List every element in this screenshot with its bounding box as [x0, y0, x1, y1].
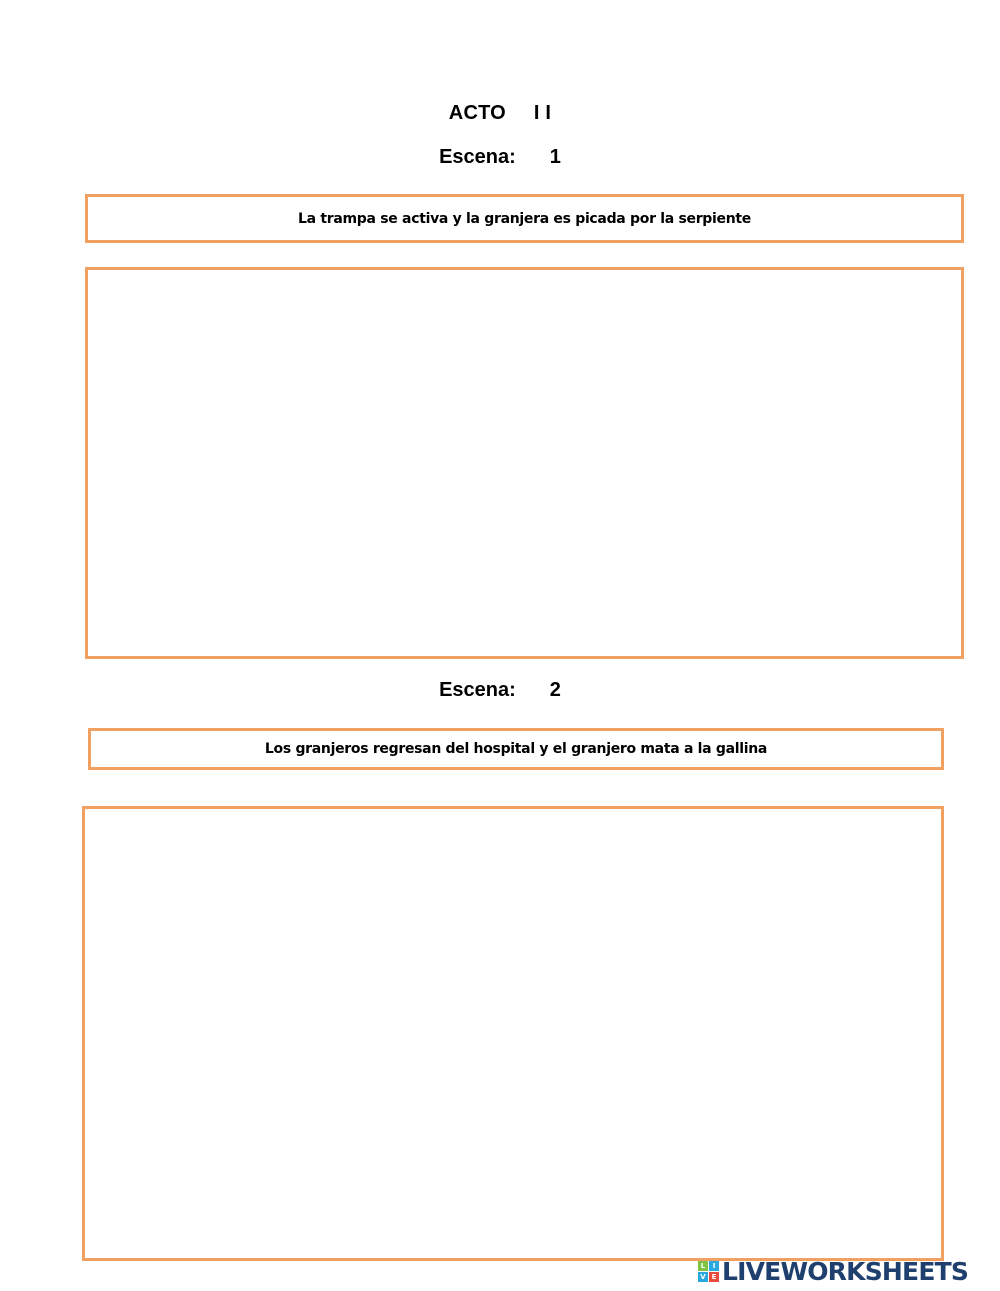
scene-1-caption: La trampa se activa y la granjera es picada por la serpiente — [298, 210, 751, 227]
logo-mark-v: V — [698, 1272, 708, 1282]
scene-2-caption-box — [88, 728, 944, 770]
scene-1-label: Escena: — [439, 146, 516, 168]
scene-2-number: 2 — [549, 679, 561, 701]
act-number: I I — [533, 102, 552, 124]
logo-mark-icon — [698, 1261, 719, 1282]
scene-1-number: 1 — [549, 146, 561, 168]
logo-mark-l: L — [698, 1261, 708, 1271]
liveworksheets-logo — [698, 1256, 968, 1286]
scene-1-caption-box — [85, 194, 964, 243]
scene-2-caption: Los granjeros regresan del hospital y el granjero mata a la gallina — [264, 741, 768, 757]
logo-text: LIVEWORKSHEETS — [722, 1256, 969, 1286]
scene-2-drawing-area[interactable] — [82, 806, 944, 1261]
scene-1-answer-input[interactable] — [88, 270, 961, 656]
scene-2-title — [0, 679, 1000, 702]
scene-2-answer-input[interactable] — [85, 809, 941, 1258]
act-label: ACTO — [448, 102, 506, 124]
logo-mark-i: I — [709, 1261, 719, 1271]
scene-2-label: Escena: — [439, 679, 516, 701]
scene-1-drawing-area[interactable] — [85, 267, 964, 659]
act-title — [0, 102, 1000, 125]
logo-mark-e: E — [709, 1272, 719, 1282]
scene-1-title — [0, 146, 1000, 169]
